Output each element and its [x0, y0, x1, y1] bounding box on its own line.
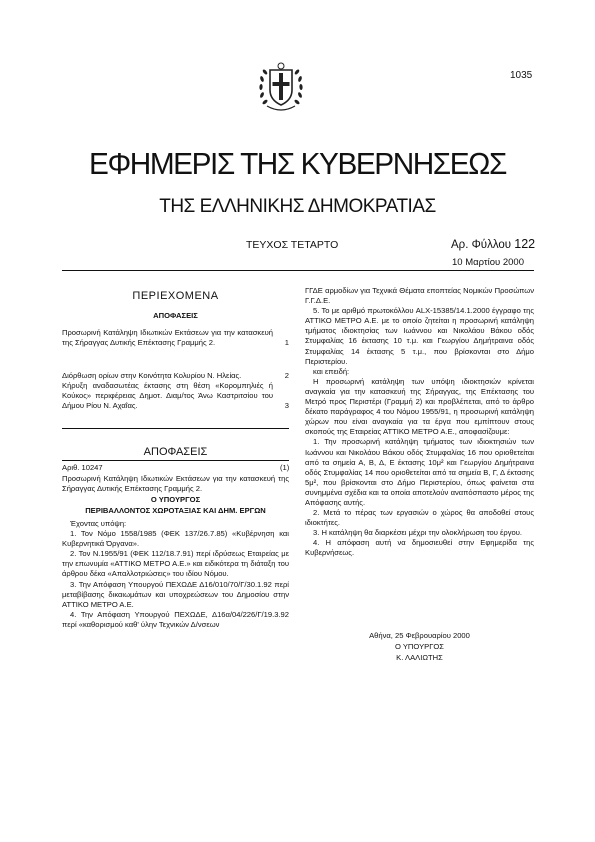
paragraph: 3. Η κατάληψη θα διαρκέσει μέχρι την ολοκλήρωση του έργου.	[313, 528, 523, 538]
sheet-label: Αρ. Φύλλου	[451, 239, 512, 251]
left-body	[62, 519, 289, 630]
toc-subheading: ΑΠΟΦΑΣΕΙΣ	[153, 311, 198, 320]
ministry-name: ΠΕΡΙΒΑΛΛΟΝΤΟΣ ΧΩΡΟΤΑΞΙΑΣ ΚΑΙ ΔΗΜ. ΕΡΓΩΝ	[85, 506, 266, 515]
toc-entry-page: 1	[284, 338, 289, 348]
section-divider	[62, 428, 289, 429]
toc-entry[interactable]	[62, 381, 289, 411]
toc-entry-text: Προσωρινή Κατάληψη Ιδιωτικών Εκτάσεων για την κατασκευή της Σήραγγας Δυτικής Επέκτασης Γραμμής 2.	[62, 328, 273, 348]
toc-heading: ΠΕΡΙΕΧΟΜΕΝΑ	[132, 290, 219, 302]
paragraph: 4. Η απόφαση αυτή να δημοσιευθεί στην Εφημερίδα της Κυβερνήσεως.	[305, 538, 534, 558]
signature-name: Κ. ΛΑΛΙΩΤΗΣ	[396, 653, 443, 662]
paragraph: 3. Την Απόφαση Υπουργού ΠΕΧΩΔΕ Δ16/010/70/Γ/30.1.92 περί μεταβίβασης δικαιωμάτων και υποχρεώσεων του Δημοσίου στην ΑΤΤΙΚΟ ΜΕΤΡΟ Α.Ε.	[62, 579, 289, 609]
right-body	[305, 286, 534, 559]
toc-entry[interactable]	[62, 328, 289, 348]
minister-title: Ο ΥΠΟΥΡΓΟΣ	[150, 495, 201, 504]
toc-entry[interactable]	[62, 371, 289, 381]
gazette-title: ΕΦΗΜΕΡΙΣ ΤΗΣ ΚΥΒΕΡΝΗΣΕΩΣ	[89, 146, 506, 181]
signature-place-date: Αθήνα, 25 Φεβρουαρίου 2000	[369, 631, 470, 640]
coat-of-arms-icon	[257, 58, 305, 114]
heading-underline	[62, 460, 289, 461]
gazette-subtitle: ΤΗΣ ΕΛΛΗΝΙΚΗΣ ΔΗΜΟΚΡΑΤΙΑΣ	[159, 196, 436, 217]
toc-entry-text: Κήρυξη αναδασωτέας έκτασης στη θέση «Κορομπηλιές ή Κούκος» περιφέρειας Δημοτ. Διαμ/τος Άνω Καστριτσίου του Δήμου Ρίου Ν. Αχαΐας.	[62, 381, 273, 411]
toc-entry-page: 3	[284, 401, 289, 411]
paragraph: Έχοντας υπόψη:	[70, 519, 127, 528]
decision-subject: Προσωρινή Κατάληψη Ιδιωτικών Εκτάσεων για την κατασκευή της Σήραγγας Δυτικής Επέκτασης Γραμμής 2.	[62, 474, 289, 494]
paragraph: και επειδή:	[313, 366, 350, 376]
header-divider	[62, 270, 534, 271]
paragraph: Η προσωρινή κατάληψη των υπόψη ιδιοκτησιών κρίνεται αναγκαία για την κατασκευή της Σήραγγας, της Επέκτασης του Μετρό προς Περιστέρι (Γραμμή 2) και προβλέπεται, από το άρθρο δέκατο παράγραφος 4 του Νόμου 1955/91, η προσωρινή κατάληψη χώρων που είναι αναγκαία για τα έργα που εμπίπτουν στους σκοπούς της Εταιρείας ΑΤΤΙΚΟ ΜΕΤΡΟ Α.Ε., αποφασίζουμε:	[305, 376, 534, 437]
paragraph: 1. Την προσωρινή κατάληψη τμήματος των ιδιοκτησιών των Ιωάννου και Νικολάου Βάκου οδός Στυμφαλίας 16 που οριοθετείται από τα σημεία Α, Β, Δ, Ε έκτασης 10μ² και Γεωργίου Δημήτραινα οδός Στυμφαλίας 14 που οριοθετείται από τα σημεία Β, Γ, Δ έκτασης 5μ², που βρίσκονται στο Δήμο Περιστερίου, όπως φαίνεται στα συνημμένα σχέδια και τα οποία αποτελούν αναπόσπαστο μέρος της Απόφασης αυτής.	[305, 437, 534, 507]
sheet-value: 122	[514, 237, 536, 251]
decision-index: (1)	[280, 463, 290, 472]
toc-entry-page: 2	[284, 371, 289, 380]
issue-label: ΤΕΥΧΟΣ ΤΕΤΑΡΤΟ	[246, 239, 339, 251]
paragraph: 4. Την Απόφαση Υπουργού ΠΕΧΩΔΕ, Δ16α/04/226/Γ/19.3.92 περί «καθορισμού καθ' ύλην Τεχνικών Δ/νσεων	[62, 609, 289, 629]
issue-date: 10 Μαρτίου 2000	[452, 257, 524, 268]
sheet-number	[451, 237, 535, 251]
decision-number: Αριθ. 10247	[62, 463, 103, 472]
paragraph: ΓΓΔΕ αρμοδίων για Τεχνικά Θέματα εποπτείας Νομικών Προσώπων Γ.Γ.Δ.Ε.	[305, 286, 534, 306]
signature-role: Ο ΥΠΟΥΡΓΟΣ	[394, 642, 444, 651]
paragraph: 2. Τον Ν.1955/91 (ΦΕΚ 112/18.7.91) περί ιδρύσεως Εταιρείας με την επωνυμία «ΑΤΤΙΚΟ ΜΕΤΡΟ Α.Ε.» και ειδικότερα τη διάταξη του άρθρου δέκα «Απαλλοτριώσεις» του ιδίου Νόμου.	[62, 549, 289, 579]
toc-entry-text: Διόρθωση ορίων στην Κοινότητα Κολυρίου Ν. Ηλείας.	[62, 371, 242, 380]
paragraph: 1. Τον Νόμο 1558/1985 (ΦΕΚ 137/26.7.85) «Κυβέρνηση και Κυβερνητικά Όργανα».	[62, 529, 289, 549]
decisions-heading: ΑΠΟΦΑΣΕΙΣ	[143, 446, 208, 458]
paragraph: 5. Το με αριθμό πρωτοκόλλου ALX-15385/14.1.2000 έγγραφο της ΑΤΤΙΚΟ ΜΕΤΡΟ Α.Ε. με το οποίο ζητείται η προσωρινή κατάληψη τμήματος ιδιοκτησίας των Ιωάννου και Νικολάου Βάκου οδός Στυμφαλίας 16 έκτασης 10 τ.μ. και Γεωργίου Δημήτραινα οδός Στυμφαλίας 14 έκτασης 5 τ.μ., που βρίσκονται στο Δήμο Περιστερίου.	[305, 306, 534, 366]
page-number: 1035	[510, 70, 533, 81]
paragraph: 2. Μετά το πέρας των εργασιών ο χώρος θα αποδοθεί στους ιδιοκτήτες.	[305, 508, 534, 528]
